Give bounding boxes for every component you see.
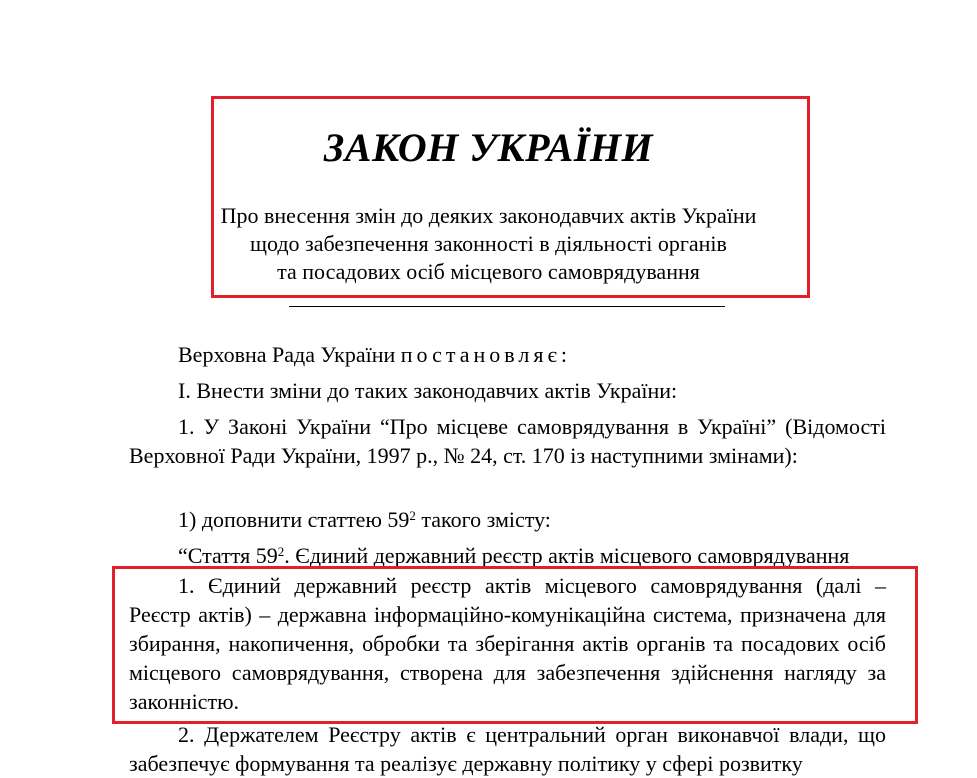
preamble-spaced: постановляє	[400, 342, 561, 367]
preamble	[129, 340, 886, 369]
article-paragraph-1: 1. Єдиний державний реєстр актів місцевого самоврядування (далі – Реєстр актів) – державна інформаційно-комунікаційна система, призначена для збирання, накопичення, обробки та зберігання актів органів та посадових осіб місцевого самоврядування, створена для забезпечення здійснення нагляду за законністю.	[129, 573, 886, 714]
subitem-1-start: 1) доповнити статтею 59	[178, 507, 410, 532]
article-paragraph-2: 2. Держателем Реєстру актів є центральний орган виконавчої влади, що забезпечує формування та реалізує державну політику у сфері розвитку	[129, 722, 886, 776]
article-heading-start: “Стаття 59	[178, 543, 278, 568]
item-1: 1. У Законі України “Про місцеве самоврядування в Україні” (Відомості Верховної Ради України, 1997 р., № 24, ст. 170 із наступними змінами):	[129, 414, 886, 468]
preamble-start: Верховна Рада України	[178, 342, 401, 367]
article-heading-end: . Єдиний державний реєстр актів місцевого самоврядування	[284, 543, 850, 568]
section-1: І. Внести зміни до таких законодавчих актів України:	[178, 378, 678, 403]
law-subtitle	[0, 202, 977, 286]
title-divider	[289, 306, 725, 307]
subtitle-line: Про внесення змін до деяких законодавчих актів України	[220, 203, 757, 228]
subitem-1-end: такого змісту:	[415, 507, 551, 532]
subtitle-line: щодо забезпечення законності в діяльності органів	[250, 231, 727, 256]
subitem-1-sup: 2	[409, 508, 416, 523]
subtitle-line: та посадових осіб місцевого самоврядування	[277, 259, 700, 284]
subitem-1	[129, 505, 886, 534]
preamble-end: :	[560, 342, 568, 367]
article-heading-sup: 2	[277, 544, 285, 559]
law-title: ЗАКОН УКРАЇНИ	[323, 125, 654, 170]
